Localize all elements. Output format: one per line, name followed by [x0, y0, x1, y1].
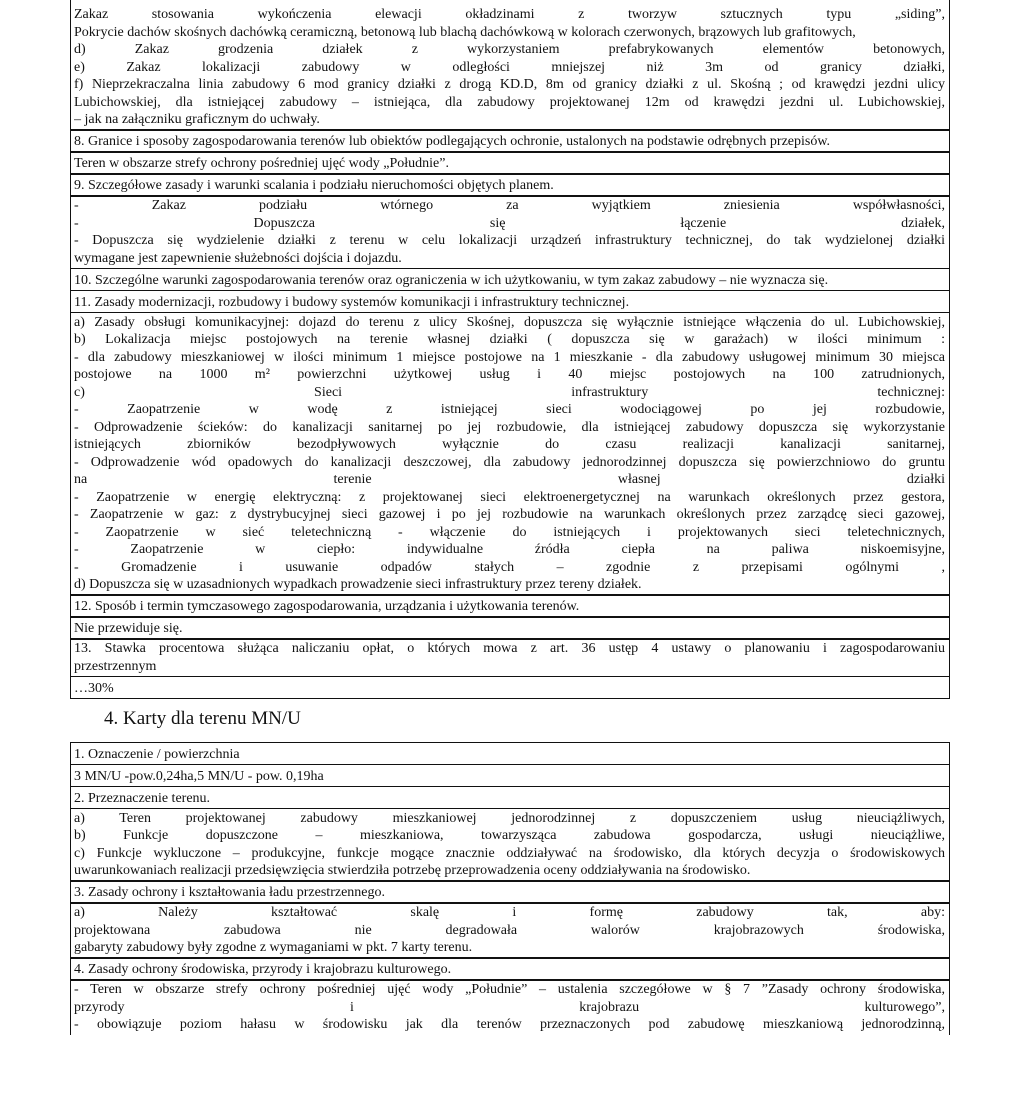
text-line: - Odprowadzenie ścieków: do kanalizacji sanitarnej po jej rozbudowie, dla istniejącej zabudowy dopuszcza się wykorzystanie [74, 419, 945, 435]
text-line: – jak na załączniku graficznym do uchwały. [74, 112, 320, 127]
s4-heading-1 [70, 742, 950, 766]
text-line: a) Należy kształtować skalę i formę zabudowy tak, aby: [74, 905, 945, 920]
text-line: - Zaopatrzenie w gaz: z dystrybucyjnej sieci gazowej i po jej rozbudowie na warunkach określonych przez zarządcę sieci gazowej, [74, 507, 945, 522]
heading-10 [70, 268, 950, 292]
heading-8-text: 8. Granice i sposoby zagospodarowania terenów lub obiektów podlegających ochronie, ustalonych na podstawie odrębnych przepisów. [74, 134, 831, 149]
heading-12 [70, 594, 950, 618]
text-line: a) Teren projektowanej zabudowy mieszkaniowej jednorodzinnej z dopuszczeniem usług nieuciążliwych, [74, 810, 945, 826]
text-line: d) Dopuszcza się w uzasadnionych wypadkach prowadzenie sieci infrastruktury przez tereny działek. [74, 577, 642, 592]
text-line: Lubichowskiej, dla istniejącej zabudowy – istniejąca, dla zabudowy projektowanej 12m od krawędzi jezdni ul. Lubichowskiej, [74, 94, 945, 110]
body-11 [70, 312, 950, 596]
text-line: Pokrycie dachów skośnych dachówką ceramiczną, betonową lub blachą dachówkową w kolorach czerwonych, brązowych lub grafitowych, [74, 24, 856, 40]
text-line: - Zaopatrzenie w sieć teletechniczną - włączenie do istniejących i projektowanych sieci teletechnicznych, [74, 524, 945, 540]
s4-body-3 [70, 902, 950, 959]
text-line: gabaryty zabudowy były zgodne z wymaganiami w pkt. 7 karty terenu. [74, 940, 473, 955]
text-line: - Dopuszcza się wydzielenie działki z terenu w celu lokalizacji urządzeń infrastruktury technicznej, do tak wydzielonej działki [74, 233, 945, 248]
s4-heading-2-text: 2. Przeznaczenie terenu. [74, 790, 211, 806]
s4-heading-4 [70, 957, 950, 981]
text-line: b) Lokalizacja miejsc postojowych na terenie własnej działki ( dopuszcza się w garażach) w ilości minimum : [74, 332, 945, 347]
heading-9 [70, 173, 950, 197]
body-13-text: …30% [74, 680, 114, 696]
text-line: - Gromadzenie i usuwanie odpadów stałych – zgodnie z przepisami ogólnymi , [74, 559, 945, 575]
heading-11 [70, 290, 950, 314]
heading-12-text: 12. Sposób i termin tymczasowego zagospodarowania, urządzania i użytkowania terenów. [74, 599, 580, 614]
section-title: 4. Karty dla terenu MN/U [104, 708, 301, 729]
body-12-text: Nie przewiduje się. [74, 621, 183, 636]
heading-8 [70, 129, 950, 153]
text-line: istniejących zbiorników bezodpływowych wyłącznie do czasu realizacji kanalizacji sanitarnej, [74, 437, 945, 452]
heading-11-text: 11. Zasady modernizacji, rozbudowy i budowy systemów komunikacji i infrastruktury technicznej. [74, 294, 630, 310]
body-8-text: Teren w obszarze strefy ochrony pośredniej ujęć wody „Południe”. [74, 156, 449, 171]
s4-body-1-text: 3 MN/U -pow.0,24ha,5 MN/U - pow. 0,19ha [74, 768, 324, 784]
s4-heading-1-text: 1. Oznaczenie / powierzchnia [74, 746, 240, 762]
body-9 [70, 195, 950, 269]
text-line: - Dopuszcza się łączenie działek, [74, 215, 945, 231]
text-line: - Odprowadzenie wód opadowych do kanalizacji deszczowej, dla zabudowy jednorodzinnej dopuszcza się powierzchniowo do gruntu [74, 454, 945, 470]
text-line: wymagane jest zapewnienie służebności dojścia i dojazdu. [74, 250, 402, 266]
text-line: d) Zakaz grodzenia działek z wykorzystaniem prefabrykowanych elementów betonowych, [74, 42, 945, 57]
block-restrictions [70, 0, 950, 131]
s4-heading-3-text: 3. Zasady ochrony i kształtowania ładu przestrzennego. [74, 885, 386, 900]
text-line: przyrody i krajobrazu kulturowego”, [74, 999, 945, 1015]
text-line: b) Funkcje dopuszczone – mieszkaniowa, towarzysząca zabudowa gospodarcza, usługi nieuciążliwe, [74, 828, 945, 843]
text-line: 13. Stawka procentowa służąca naliczaniu opłat, o których mowa z art. 36 ustęp 4 ustawy o planowaniu i zagospodarowaniu [74, 641, 945, 656]
text-line: na terenie własnej działki [74, 472, 945, 487]
text-line: - dla zabudowy mieszkaniowej w ilości minimum 1 miejsce postojowe na 1 mieszkanie - dla zabudowy usługowej minimum 30 miejsca [74, 349, 945, 365]
text-line: - Zaopatrzenie w wodę z istniejącej sieci wodociągowej po jej rozbudowie, [74, 402, 945, 417]
text-line: przestrzennym [74, 658, 157, 674]
body-12 [70, 616, 950, 640]
s4-body-2 [70, 808, 950, 882]
text-line: projektowana zabudowa nie degradowała walorów krajobrazowych środowiska, [74, 922, 945, 938]
heading-9-text: 9. Szczegółowe zasady i warunki scalania i podziału nieruchomości objętych planem. [74, 178, 554, 193]
text-line: - Zaopatrzenie w ciepło: indywidualne źródła ciepła na paliwa niskoemisyjne, [74, 542, 945, 557]
s4-heading-2 [70, 786, 950, 810]
text-line: f) Nieprzekraczalna linia zabudowy 6 mod granicy działki z drogą KD.D, 8m od granicy działki z ul. Skośną ; od krawędzi jezdni ulicy [74, 77, 945, 92]
text-line: a) Zasady obsługi komunikacyjnej: dojazd do terenu z ulicy Skośnej, dopuszcza się wyłącznie istniejące włączenia do ul. Lubichowskiej, [74, 314, 945, 330]
body-13 [70, 676, 950, 700]
text-line: Zakaz stosowania wykończenia elewacji okładzinami z tworzyw sztucznych typu „siding”, [74, 7, 945, 22]
text-line: postojowe na 1000 m² powierzchni użytkowej usług i 40 miejsc postojowych na 100 zatrudnionych, [74, 367, 945, 382]
text-line: - Zaopatrzenie w energię elektryczną: z projektowanej sieci elektroenergetycznej na warunkach określonych przez gestora, [74, 489, 945, 505]
text-line: e) Zakaz lokalizacji zabudowy w odległości mniejszej niż 3m od granicy działki, [74, 59, 945, 75]
body-8 [70, 151, 950, 175]
s4-heading-4-text: 4. Zasady ochrony środowiska, przyrody i krajobrazu kulturowego. [74, 962, 452, 977]
text-line: uwarunkowaniach realizacji przedsięwzięcia stwierdziła potrzebę przeprowadzenia oceny oddziaływania na środowisko. [74, 863, 751, 878]
heading-10-text: 10. Szczególne warunki zagospodarowania terenów oraz ograniczenia w ich użytkowaniu, w tym zakaz zabudowy – nie wyznacza się. [74, 272, 829, 288]
text-line: - Zakaz podziału wtórnego za wyjątkiem zniesienia współwłasności, [74, 198, 945, 213]
s4-body-1 [70, 764, 950, 788]
s4-body-4 [70, 979, 950, 1035]
s4-heading-3 [70, 880, 950, 904]
text-line: - obowiązuje poziom hałasu w środowisku jak dla terenów przeznaczonych pod zabudowę mieszkaniową jednorodzinną, [74, 1017, 945, 1032]
text-line: - Teren w obszarze strefy ochrony pośredniej ujęć wody „Południe” – ustalenia szczegółowe w § 7 ”Zasady ochrony środowiska, [74, 982, 945, 997]
text-line: c) Sieci infrastruktury technicznej: [74, 384, 945, 400]
text-line: c) Funkcje wykluczone – produkcyjne, funkcje mogące znacznie oddziaływać na środowisko, dla których decyzja o środowiskowych [74, 845, 945, 861]
document-page [70, 0, 950, 1035]
heading-13 [70, 638, 950, 677]
